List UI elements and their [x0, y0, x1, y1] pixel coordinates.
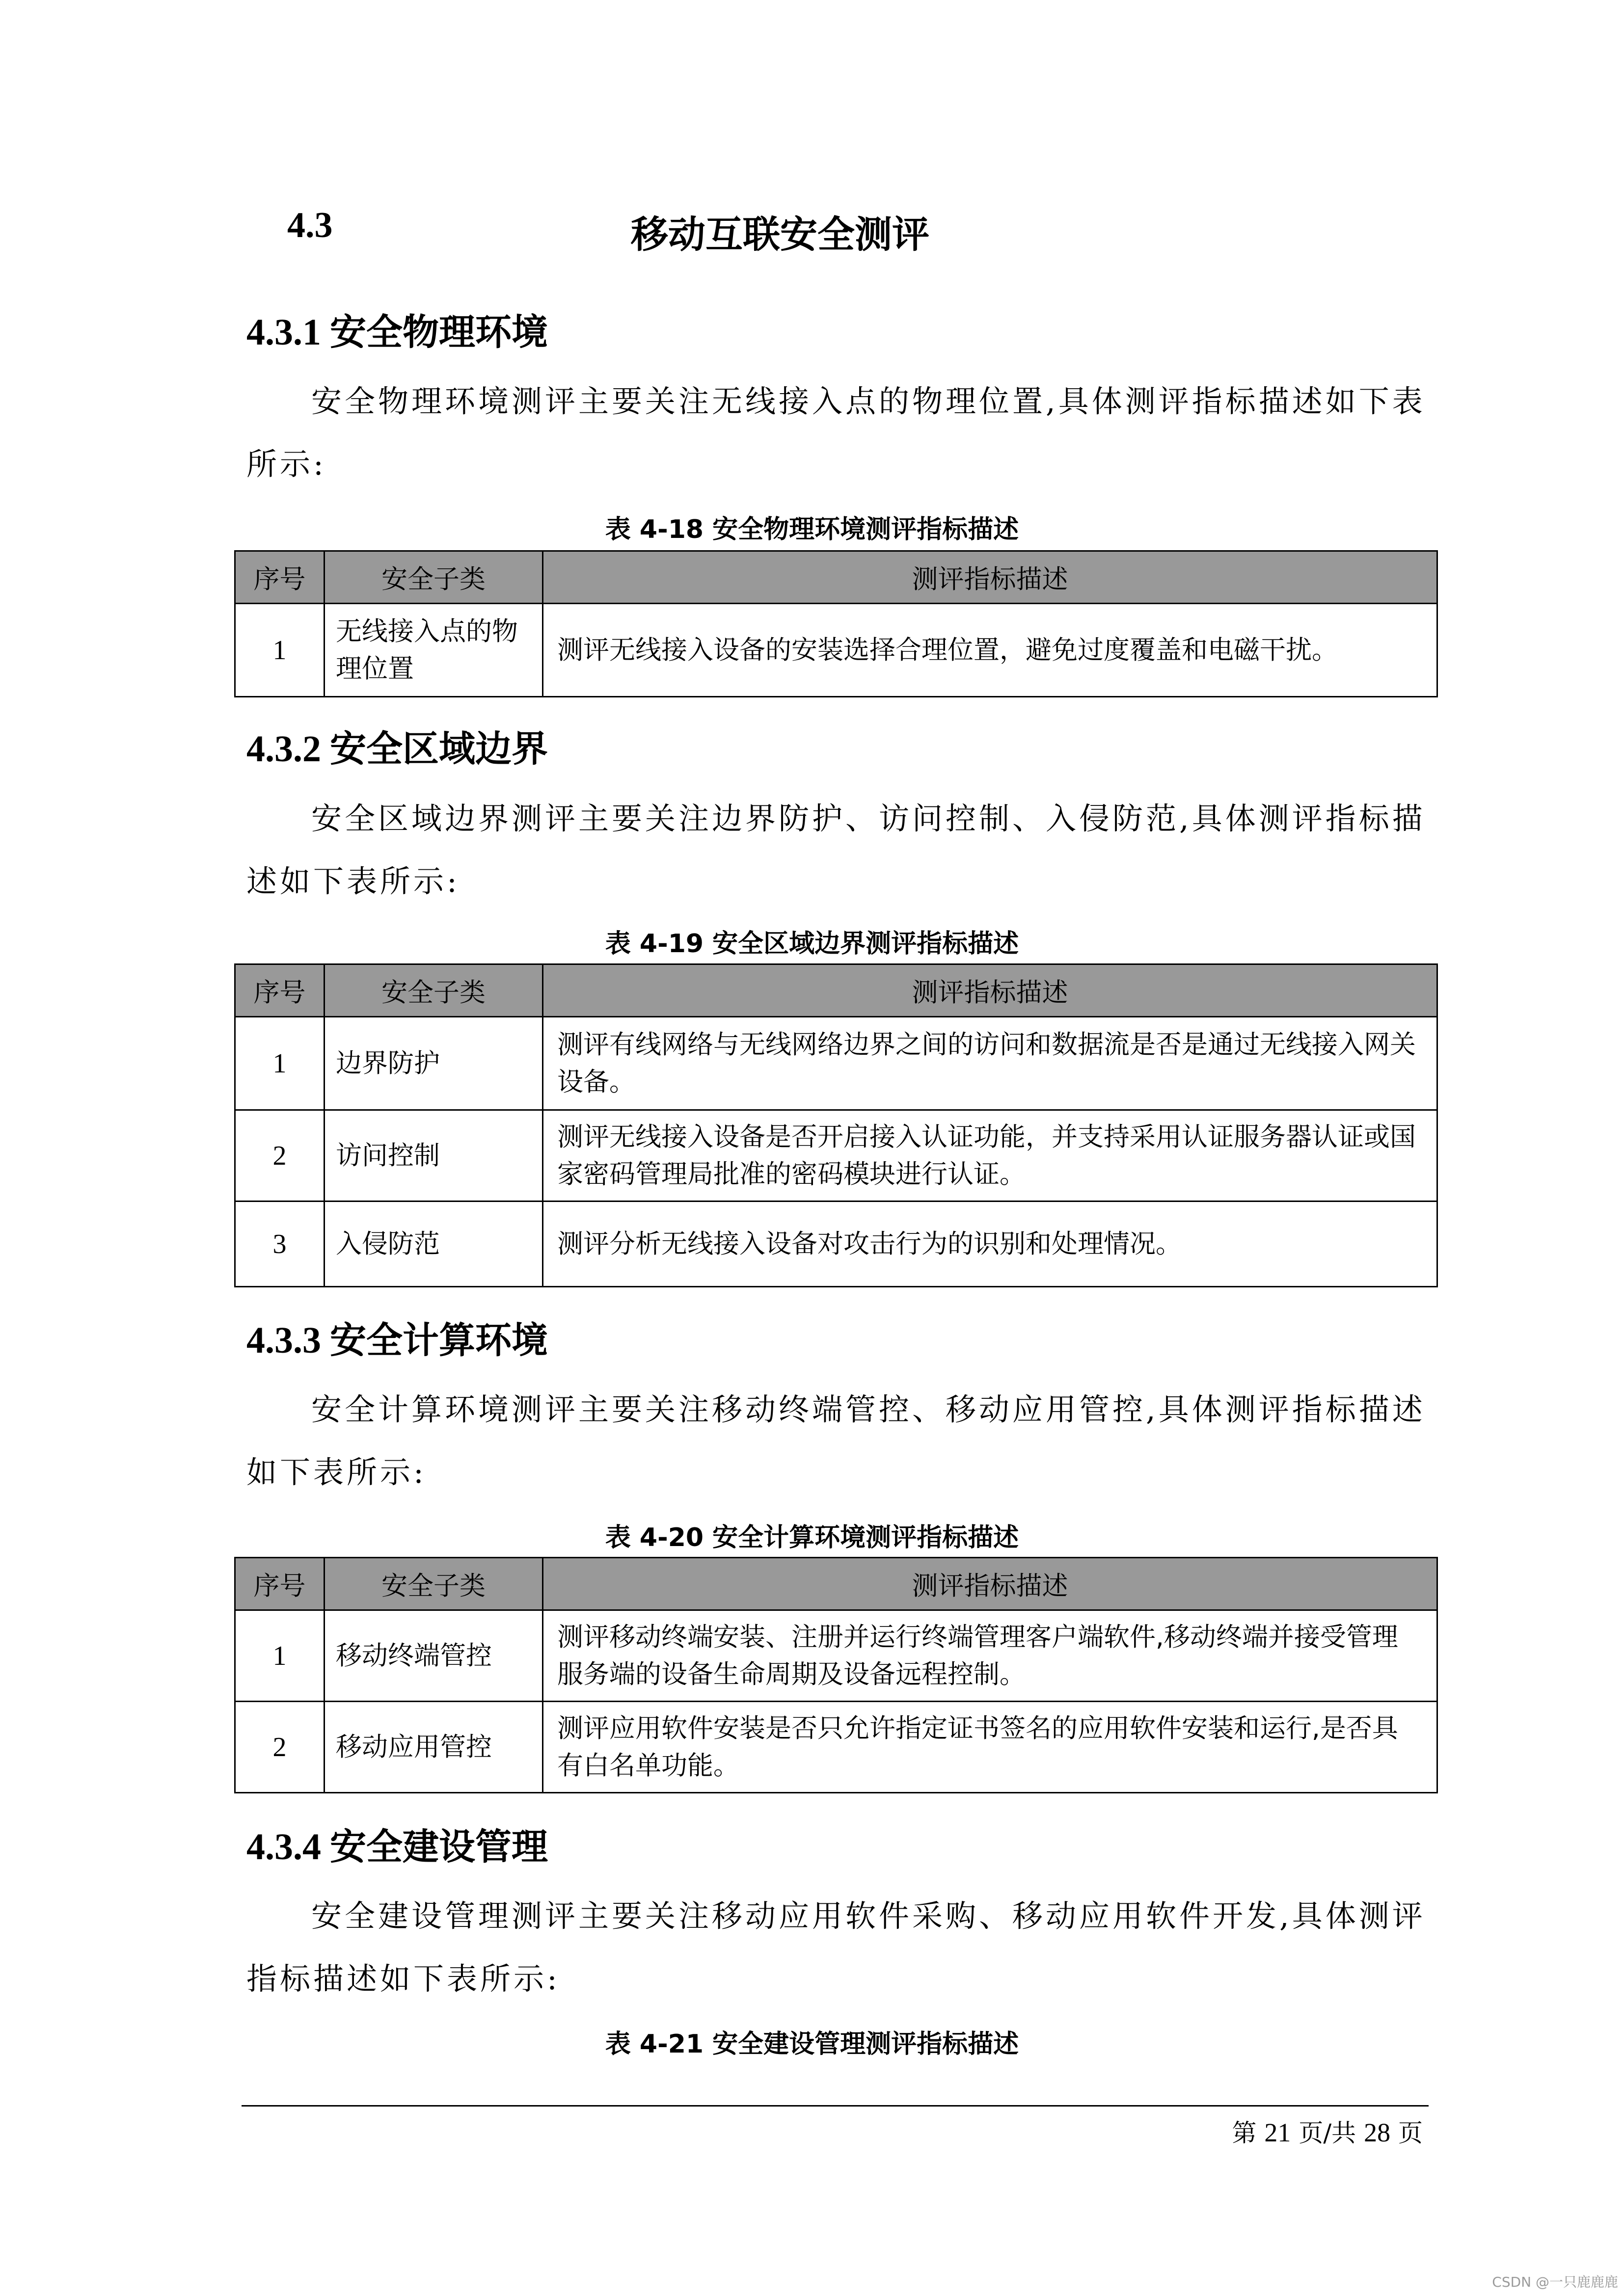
table-header-row — [235, 1558, 1437, 1610]
table-caption: 表 4-19 安全区域边界测评指标描述 — [605, 929, 1019, 959]
page-footer — [1232, 2113, 1423, 2149]
header-cell-index: 序号 — [235, 551, 325, 604]
row-subclass: 移动终端管控 — [325, 1610, 543, 1702]
row-subclass: 边界防护 — [325, 1017, 543, 1110]
row-description: 测评分析无线接入设备对攻击行为的识别和处理情况。 — [543, 1201, 1437, 1287]
subsection-number: 4.3.4 — [246, 1826, 321, 1868]
subsection-title: 安全建设管理 — [330, 1826, 548, 1868]
page-number: 21 — [1264, 2118, 1291, 2147]
header-cell-description: 测评指标描述 — [543, 551, 1437, 604]
section-title: 移动互联安全测评 — [631, 213, 929, 256]
footer-prefix: 第 — [1232, 2119, 1257, 2147]
intro-text: 安全区域边界测评主要关注边界防护、访问控制、入侵防范,具体测评指标描述如下表所示: — [246, 801, 1426, 899]
subsection-number: 4.3.2 — [246, 728, 321, 770]
table-row — [235, 1201, 1437, 1287]
total-pages: 28 — [1364, 2118, 1391, 2147]
table-caption: 表 4-20 安全计算环境测评指标描述 — [605, 1523, 1019, 1552]
subsection-heading-4-3-4 — [246, 1818, 548, 1870]
table-row — [235, 1110, 1437, 1201]
intro-paragraph — [246, 370, 1435, 496]
table-header-row — [235, 551, 1437, 604]
header-cell-index: 序号 — [235, 1558, 325, 1610]
subsection-number: 4.3.3 — [246, 1320, 321, 1361]
subsection-heading-4-3-2 — [246, 720, 548, 772]
row-description: 测评有线网络与无线网络边界之间的访问和数据流是否是通过无线接入网关设备。 — [543, 1017, 1437, 1110]
watermark: CSDN @一只鹿鹿鹿 — [1492, 2274, 1618, 2290]
header-cell-description: 测评指标描述 — [543, 1558, 1437, 1610]
row-description: 测评无线接入设备是否开启接入认证功能，并支持采用认证服务器认证或国家密码管理局批准的密码模块进行认证。 — [543, 1110, 1437, 1201]
row-description: 测评移动终端安装、注册并运行终端管理客户端软件,移动终端并接受管理服务端的设备生命周期及设备远程控制。 — [543, 1610, 1437, 1702]
row-index: 2 — [235, 1110, 325, 1201]
section-heading-4-3 — [0, 194, 1624, 258]
subsection-title: 安全物理环境 — [330, 311, 548, 353]
row-description: 测评应用软件安装是否只允许指定证书签名的应用软件安装和运行,是否具有白名单功能。 — [543, 1702, 1437, 1793]
header-cell-index: 序号 — [235, 964, 325, 1017]
indicator-table — [234, 963, 1438, 1287]
table-row — [235, 604, 1437, 697]
indicator-table — [234, 1557, 1438, 1793]
intro-paragraph — [246, 787, 1435, 913]
intro-text: 安全物理环境测评主要关注无线接入点的物理位置,具体测评指标描述如下表所示: — [246, 383, 1426, 482]
section-number: 4.3 — [287, 205, 333, 245]
table-row — [235, 1610, 1437, 1702]
header-cell-subclass: 安全子类 — [325, 551, 543, 604]
table-row — [235, 1702, 1437, 1793]
table-caption: 表 4-21 安全建设管理测评指标描述 — [605, 2029, 1019, 2059]
subsection-heading-4-3-3 — [246, 1311, 548, 1363]
header-cell-subclass: 安全子类 — [325, 964, 543, 1017]
indicator-table — [234, 550, 1438, 697]
row-index: 3 — [235, 1201, 325, 1287]
row-index: 1 — [235, 1610, 325, 1702]
footer-suffix: 页 — [1398, 2119, 1423, 2147]
row-index: 2 — [235, 1702, 325, 1793]
subsection-heading-4-3-1 — [246, 303, 548, 355]
subsection-title: 安全区域边界 — [330, 728, 548, 770]
row-subclass: 访问控制 — [325, 1110, 543, 1201]
row-subclass: 无线接入点的物理位置 — [325, 604, 543, 697]
subsection-number: 4.3.1 — [246, 312, 321, 353]
intro-text: 安全建设管理测评主要关注移动应用软件采购、移动应用软件开发,具体测评指标描述如下表所示: — [246, 1898, 1426, 1997]
header-cell-description: 测评指标描述 — [543, 964, 1437, 1017]
subsection-title: 安全计算环境 — [330, 1319, 548, 1362]
row-index: 1 — [235, 604, 325, 697]
footer-divider — [242, 2105, 1429, 2107]
table-header-row — [235, 964, 1437, 1017]
header-cell-subclass: 安全子类 — [325, 1558, 543, 1610]
intro-paragraph — [246, 1378, 1435, 1504]
intro-text: 安全计算环境测评主要关注移动终端管控、移动应用管控,具体测评指标描述如下表所示: — [246, 1391, 1426, 1490]
table-row — [235, 1017, 1437, 1110]
row-subclass: 入侵防范 — [325, 1201, 543, 1287]
table-caption: 表 4-18 安全物理环境测评指标描述 — [605, 515, 1019, 544]
intro-paragraph — [246, 1885, 1435, 2010]
row-index: 1 — [235, 1017, 325, 1110]
row-description: 测评无线接入设备的安装选择合理位置，避免过度覆盖和电磁干扰。 — [543, 604, 1437, 697]
row-subclass: 移动应用管控 — [325, 1702, 543, 1793]
footer-middle: 页/共 — [1299, 2119, 1356, 2147]
